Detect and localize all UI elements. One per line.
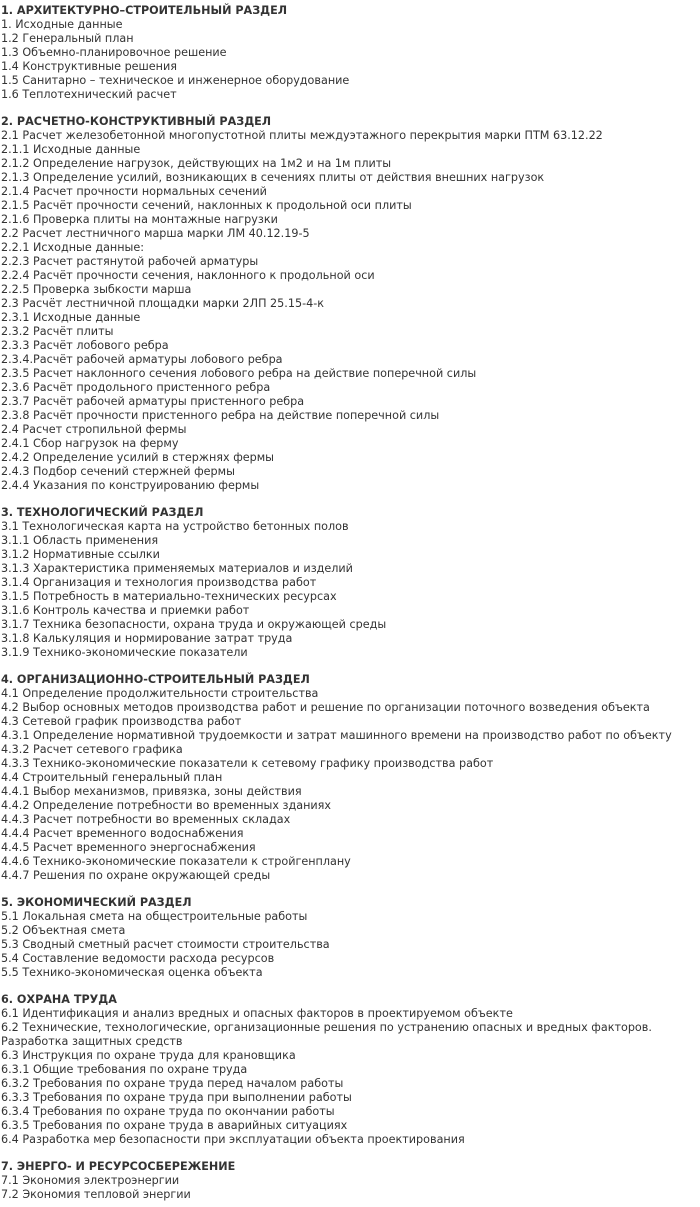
section-title: 5. ЭКОНОМИЧЕСКИЙ РАЗДЕЛ <box>1 896 192 909</box>
toc-item: 6.3.4 Требования по охране труда по окончании работы <box>1 1105 335 1118</box>
toc-item: 6.1 Идентификация и анализ вредных и опасных факторов в проектируемом объекте <box>1 1007 513 1020</box>
toc-item: 1.4 Конструктивные решения <box>1 60 177 73</box>
toc-item: 3.1.9 Технико-экономические показатели <box>1 646 248 659</box>
toc-item: 4.4.4 Расчет временного водоснабжения <box>1 827 244 840</box>
section-title: 4. ОРГАНИЗАЦИОННО-СТРОИТЕЛЬНЫЙ РАЗДЕЛ <box>1 673 310 686</box>
toc-item: 6.4 Разработка мер безопасности при эксплуатации объекта проектирования <box>1 1133 465 1146</box>
toc-item: 4.4.1 Выбор механизмов, привязка, зоны действия <box>1 785 302 798</box>
toc-item: 2.4.1 Сбор нагрузок на ферму <box>1 437 179 450</box>
toc-item: 4.4.3 Расчет потребности во временных складах <box>1 813 291 826</box>
toc-item: 2.1.4 Расчет прочности нормальных сечений <box>1 185 267 198</box>
toc-item: 2.2.3 Расчет растянутой рабочей арматуры <box>1 255 259 268</box>
toc-item: 5.1 Локальная смета на общестроительные работы <box>1 910 308 923</box>
toc-section <box>1 896 700 980</box>
toc-item: 6.2 Технические, технологические, организационные решения по устранению опасных и вредных факторов. Разработка защитных средств <box>1 1021 652 1048</box>
toc-item: 4.3.1 Определение нормативной трудоемкости и затрат машинного времени на производство работ по объекту <box>1 729 672 742</box>
section-title: 7. ЭНЕРГО- И РЕСУРСОСБЕРЕЖЕНИЕ <box>1 1160 236 1173</box>
toc-item: 2.3.3 Расчёт лобового ребра <box>1 339 169 352</box>
toc-item: 6.3 Инструкция по охране труда для крановщика <box>1 1049 296 1062</box>
toc-item: 1. Исходные данные <box>1 18 123 31</box>
toc-item: 4.1 Определение продолжительности строительства <box>1 687 319 700</box>
toc-item: 3.1.3 Характеристика применяемых материалов и изделий <box>1 562 353 575</box>
toc-item: 3.1.8 Калькуляция и нормирование затрат труда <box>1 632 293 645</box>
section-title: 6. ОХРАНА ТРУДА <box>1 993 117 1006</box>
toc-item: 2.3.2 Расчёт плиты <box>1 325 114 338</box>
toc-item: 3.1.4 Организация и технология производства работ <box>1 576 317 589</box>
toc-item: 2.1.5 Расчёт прочности сечений, наклонных к продольной оси плиты <box>1 199 412 212</box>
toc-item: 2.2.4 Расчёт прочности сечения, наклонного к продольной оси <box>1 269 375 282</box>
toc-item: 2.3.4.Расчёт рабочей арматуры лобового ребра <box>1 353 283 366</box>
toc-item: 2.3.6 Расчёт продольного пристенного ребра <box>1 381 271 394</box>
toc-item: 7.1 Экономия электроэнергии <box>1 1174 180 1187</box>
toc-item: 2.1.2 Определение нагрузок, действующих на 1м2 и на 1м плиты <box>1 157 392 170</box>
toc-item: 2.4.3 Подбор сечений стержней фермы <box>1 465 235 478</box>
toc-item: 4.4.6 Технико-экономические показатели к стройгенплану <box>1 855 351 868</box>
toc-item: 2.4 Расчет стропильной фермы <box>1 423 187 436</box>
toc-item: 3.1.2 Нормативные ссылки <box>1 548 160 561</box>
toc-item: 3.1.6 Контроль качества и приемки работ <box>1 604 250 617</box>
toc-item: 2.2.1 Исходные данные: <box>1 241 145 254</box>
toc-item: 6.3.2 Требования по охране труда перед началом работы <box>1 1077 344 1090</box>
toc-item: 2.1.3 Определение усилий, возникающих в сечениях плиты от действия внешних нагрузок <box>1 171 545 184</box>
toc-item: 4.4.2 Определение потребности во временных зданиях <box>1 799 332 812</box>
toc-item: 2.1.1 Исходные данные <box>1 143 141 156</box>
toc-item: 2.2.5 Проверка зыбкости марша <box>1 283 192 296</box>
toc-item: 4.3 Сетевой график производства работ <box>1 715 242 728</box>
toc-item: 1.6 Теплотехнический расчет <box>1 88 177 101</box>
toc-item: 1.2 Генеральный план <box>1 32 134 45</box>
toc-item: 2.3 Расчёт лестничной площадки марки 2ЛП 25.15-4-к <box>1 297 325 310</box>
toc-section <box>1 1160 700 1202</box>
toc-item: 2.4.4 Указания по конструированию фермы <box>1 479 260 492</box>
toc-item: 2.3.1 Исходные данные <box>1 311 141 324</box>
toc-item: 5.5 Технико-экономическая оценка объекта <box>1 966 263 979</box>
toc-item: 5.4 Составление ведомости расхода ресурсов <box>1 952 275 965</box>
toc-item: 3.1 Технологическая карта на устройство бетонных полов <box>1 520 349 533</box>
section-title: 1. АРХИТЕКТУРНО–СТРОИТЕЛЬНЫЙ РАЗДЕЛ <box>1 4 288 17</box>
section-title: 2. РАСЧЕТНО-КОНСТРУКТИВНЫЙ РАЗДЕЛ <box>1 115 272 128</box>
toc-section <box>1 673 700 883</box>
toc-item: 4.4.5 Расчет временного энергоснабжения <box>1 841 256 854</box>
toc-item: 4.3.2 Расчет сетевого графика <box>1 743 183 756</box>
section-title: 3. ТЕХНОЛОГИЧЕСКИЙ РАЗДЕЛ <box>1 506 204 519</box>
toc-item: 2.1 Расчет железобетонной многопустотной плиты междуэтажного перекрытия марки ПТМ 63.12.22 <box>1 129 603 142</box>
toc-section <box>1 993 700 1147</box>
toc-section <box>1 115 700 493</box>
toc-item: 6.3.3 Требования по охране труда при выполнении работы <box>1 1091 352 1104</box>
toc-section <box>1 4 700 102</box>
toc-item: 4.2 Выбор основных методов производства работ и решение по организации поточного возведения объекта <box>1 701 650 714</box>
toc-item: 6.3.5 Требования по охране труда в аварийных ситуациях <box>1 1119 348 1132</box>
toc-section <box>1 506 700 660</box>
toc-item: 2.3.5 Расчет наклонного сечения лобового ребра на действие поперечной силы <box>1 367 477 380</box>
toc-item: 5.2 Объектная смета <box>1 924 126 937</box>
toc-item: 3.1.7 Техника безопасности, охрана труда и окружающей среды <box>1 618 387 631</box>
toc-item: 2.1.6 Проверка плиты на монтажные нагрузки <box>1 213 278 226</box>
toc-item: 4.3.3 Технико-экономические показатели к сетевому графику производства работ <box>1 757 494 770</box>
toc-item: 3.1.1 Область применения <box>1 534 159 547</box>
toc-item: 2.2 Расчет лестничного марша марки ЛМ 40.12.19-5 <box>1 227 310 240</box>
toc-item: 5.3 Сводный сметный расчет стоимости строительства <box>1 938 330 951</box>
toc-item: 4.4.7 Решения по охране окружающей среды <box>1 869 271 882</box>
toc-item: 4.4 Строительный генеральный план <box>1 771 223 784</box>
toc-item: 2.3.8 Расчёт прочности пристенного ребра на действие поперечной силы <box>1 409 440 422</box>
toc-item: 2.3.7 Расчёт рабочей арматуры пристенного ребра <box>1 395 305 408</box>
toc-item: 1.3 Объемно-планировочное решение <box>1 46 227 59</box>
toc-item: 7.2 Экономия тепловой энергии <box>1 1188 191 1201</box>
toc-item: 3.1.5 Потребность в материально-технических ресурсах <box>1 590 337 603</box>
toc-item: 1.5 Санитарно – техническое и инженерное оборудование <box>1 74 350 87</box>
toc-item: 6.3.1 Общие требования по охране труда <box>1 1063 248 1076</box>
toc-item: 2.4.2 Определение усилий в стержнях фермы <box>1 451 275 464</box>
